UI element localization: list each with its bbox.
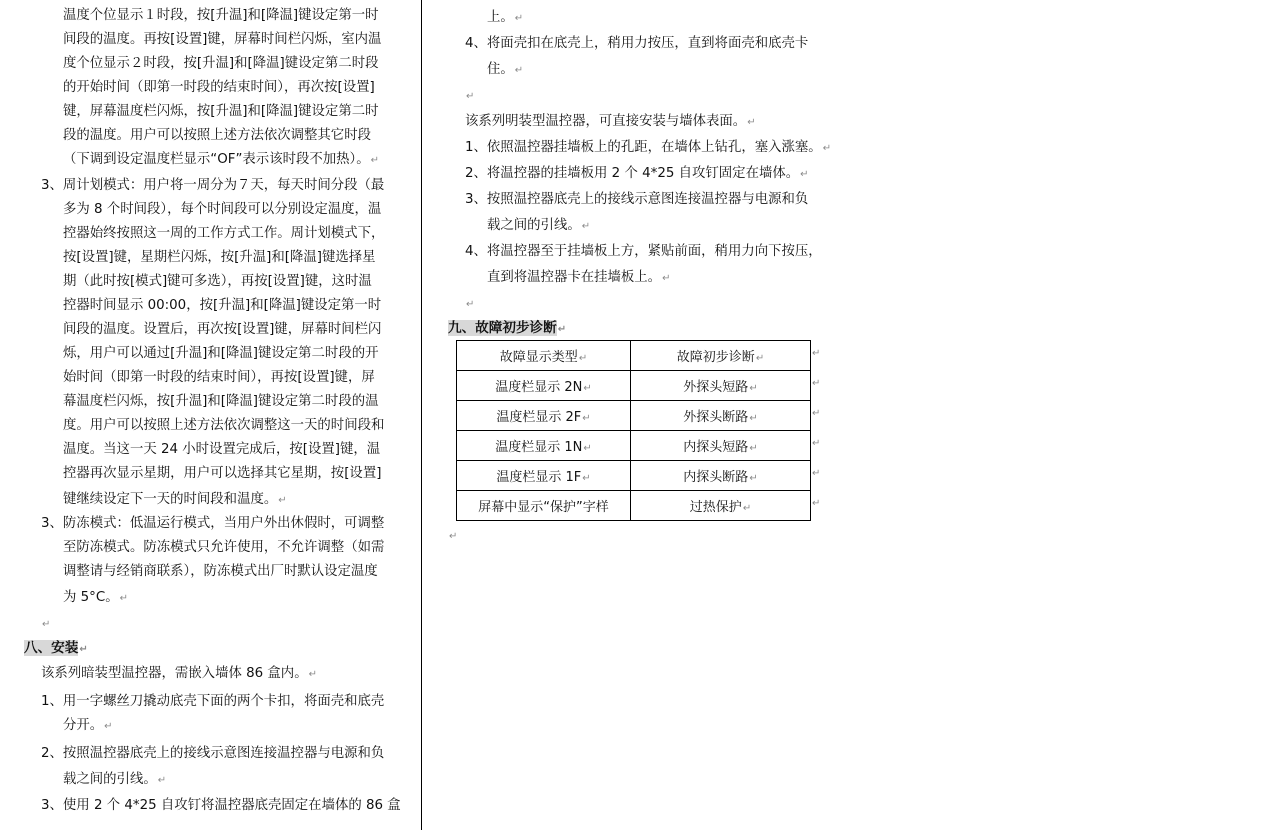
text-line: 始时间（即第一时段的结束时间），再按[设置]键，屏 bbox=[63, 370, 375, 385]
text-line: 调整请与经销商联系），防冻模式出厂时默认设定温度 bbox=[63, 564, 378, 579]
table-row bbox=[457, 431, 811, 461]
cell-mark: ↵ bbox=[578, 353, 588, 364]
paragraph-mark: ↵ bbox=[449, 531, 458, 542]
paragraph-mark: ↵ bbox=[308, 669, 317, 680]
text-line: 段的温度。用户可以按照上述方法依次调整其它时段 bbox=[63, 128, 371, 143]
list-item: 2、按照温控器底壳上的接线示意图连接温控器与电源和负 bbox=[41, 746, 385, 761]
table-header-cell: 故障初步诊断↵ bbox=[631, 341, 811, 371]
text-line: 温度个位显示１时段，按[升温]和[降温]键设定第一时 bbox=[63, 8, 379, 23]
text-line: 幕温度栏闪烁，按[升温]和[降温]键设定第二时段的温 bbox=[63, 394, 379, 409]
text-line: 住。↵ bbox=[487, 62, 524, 77]
text-line: 为 5°C。↵ bbox=[63, 590, 128, 605]
text-line: 载之间的引线。↵ bbox=[63, 772, 167, 787]
paragraph-mark: ↵ bbox=[278, 495, 287, 506]
empty-paragraph bbox=[41, 614, 50, 635]
text-line: 分开。↵ bbox=[63, 718, 113, 733]
text-line: 控器再次显示星期，用户可以选择其它星期，按[设置] bbox=[63, 466, 382, 481]
table-cell: 温度栏显示 2N↵ bbox=[457, 371, 631, 401]
table-row bbox=[457, 371, 811, 401]
text-line: 该系列明装型温控器，可直接安装与墙体表面。↵ bbox=[465, 114, 756, 129]
text-line: 多为 8 个时间段），每个时间段可以分别设定温度，温 bbox=[63, 202, 382, 217]
empty-paragraph bbox=[448, 526, 457, 547]
text-line: 期（此时按[模式]键可多选），再按[设置]键，这时温 bbox=[63, 274, 372, 289]
text-line: 温度。当这一天 24 小时设置完成后，按[设置]键，温 bbox=[63, 442, 381, 457]
text-line: 控器始终按照这一周的工作方式工作。周计划模式下， bbox=[63, 226, 385, 241]
text-line: 度。用户可以按照上述方法依次调整这一天的时间段和 bbox=[63, 418, 385, 433]
list-item: 2、将温控器的挂墙板用 2 个 4*25 自攻钉固定在墙体。↵ bbox=[465, 166, 809, 181]
text-line: 直到将温控器卡在挂墙板上。↵ bbox=[487, 270, 671, 285]
fault-diagnosis-table bbox=[456, 340, 811, 521]
cell-mark: ↵ bbox=[749, 473, 758, 484]
paragraph-mark: ↵ bbox=[581, 221, 591, 232]
paragraph-mark: ↵ bbox=[747, 117, 756, 128]
list-item: 3、周计划模式：用户将一周分为７天，每天时间分段（最 bbox=[41, 178, 385, 193]
list-item: 4、将温控器至于挂墙板上方，紧贴前面，稍用力向下按压， bbox=[465, 244, 822, 259]
cell-mark: ↵ bbox=[583, 443, 592, 454]
cell-mark: ↵ bbox=[582, 413, 591, 424]
cell-mark: ↵ bbox=[582, 473, 591, 484]
row-end-mark: ↵ bbox=[812, 378, 821, 389]
table-cell: 温度栏显示 1N↵ bbox=[457, 431, 631, 461]
list-item: 3、防冻模式：低温运行模式，当用户外出休假时，可调整 bbox=[41, 516, 385, 531]
row-end-mark: ↵ bbox=[812, 438, 821, 449]
table-row bbox=[457, 461, 811, 491]
empty-paragraph bbox=[465, 86, 474, 107]
text-line: 按[设置]键，星期栏闪烁，按[升温]和[降温]键选择星 bbox=[63, 250, 376, 265]
text-line: 至防冻模式。防冻模式只允许使用，不允许调整（如需 bbox=[63, 540, 385, 555]
table-cell: 内探头断路↵ bbox=[631, 461, 811, 491]
table-header-row bbox=[457, 341, 811, 371]
table-cell: 过热保护↵ bbox=[631, 491, 811, 521]
text-line: 烁，用户可以通过[升温]和[降温]键设定第二时段的开 bbox=[63, 346, 379, 361]
section-heading-install: 八、安装↵ bbox=[24, 640, 88, 656]
paragraph-mark: ↵ bbox=[514, 65, 524, 76]
row-end-mark: ↵ bbox=[812, 348, 821, 359]
table-cell: 屏幕中显示“保护”字样 bbox=[457, 491, 631, 521]
text-line: 间段的温度。设置后，再次按[设置]键，屏幕时间栏闪 bbox=[63, 322, 382, 337]
list-item: 1、用一字螺丝刀撬动底壳下面的两个卡扣，将面壳和底壳 bbox=[41, 694, 385, 709]
row-end-mark: ↵ bbox=[812, 498, 821, 509]
cell-mark: ↵ bbox=[749, 413, 758, 424]
cell-mark: ↵ bbox=[749, 443, 758, 454]
paragraph-mark: ↵ bbox=[822, 143, 832, 154]
list-item: 4、将面壳扣在底壳上，稍用力按压，直到将面壳和底壳卡 bbox=[465, 36, 809, 51]
text-line: 度个位显示２时段，按[升温]和[降温]键设定第二时段 bbox=[63, 56, 379, 71]
cell-mark: ↵ bbox=[755, 353, 765, 364]
table-cell: 外探头断路↵ bbox=[631, 401, 811, 431]
text-line: 控器时间显示 00:00，按[升温]和[降温]键设定第一时 bbox=[63, 298, 382, 313]
table-cell: 温度栏显示 2F↵ bbox=[457, 401, 631, 431]
table-cell: 外探头短路↵ bbox=[631, 371, 811, 401]
paragraph-mark: ↵ bbox=[662, 273, 671, 284]
text-line: 间段的温度。再按[设置]键，屏幕时间栏闪烁，室内温 bbox=[63, 32, 382, 47]
paragraph-mark: ↵ bbox=[42, 619, 51, 630]
paragraph-mark: ↵ bbox=[800, 169, 809, 180]
table-row bbox=[457, 491, 811, 521]
table-cell: 内探头短路↵ bbox=[631, 431, 811, 461]
text-line: 上。↵ bbox=[487, 10, 524, 25]
paragraph-mark: ↵ bbox=[466, 299, 475, 310]
text-line: 的开始时间（即第一时段的结束时间），再次按[设置] bbox=[63, 80, 375, 95]
paragraph-mark: ↵ bbox=[466, 91, 475, 102]
text-line: 键，屏幕温度栏闪烁，按[升温]和[降温]键设定第二时 bbox=[63, 104, 379, 119]
paragraph-mark: ↵ bbox=[514, 13, 524, 24]
paragraph-mark: ↵ bbox=[370, 155, 380, 166]
text-line: 键继续设定下一天的时间段和温度。↵ bbox=[63, 492, 287, 507]
paragraph-mark: ↵ bbox=[557, 324, 567, 335]
empty-paragraph bbox=[465, 294, 474, 315]
paragraph-mark: ↵ bbox=[119, 593, 128, 604]
text-line: 载之间的引线。↵ bbox=[487, 218, 591, 233]
cell-mark: ↵ bbox=[583, 383, 592, 394]
row-end-mark: ↵ bbox=[812, 468, 821, 479]
list-item: 1、依照温控器挂墙板上的孔距，在墙体上钻孔，塞入涨塞。↵ bbox=[465, 140, 832, 155]
table-row bbox=[457, 401, 811, 431]
list-item: 3、使用 2 个 4*25 自攻钉将温控器底壳固定在墙体的 86 盒 bbox=[41, 798, 401, 813]
paragraph-mark: ↵ bbox=[79, 644, 88, 655]
cell-mark: ↵ bbox=[742, 503, 752, 514]
row-end-mark: ↵ bbox=[812, 408, 821, 419]
cell-mark: ↵ bbox=[749, 383, 758, 394]
section-heading-diagnosis: 九、故障初步诊断↵ bbox=[448, 320, 567, 336]
text-line: （下调到设定温度栏显示“OF”表示该时段不加热）。↵ bbox=[63, 152, 380, 167]
table-cell: 温度栏显示 1F↵ bbox=[457, 461, 631, 491]
paragraph-mark: ↵ bbox=[104, 721, 113, 732]
column-divider bbox=[421, 0, 422, 830]
list-item: 3、按照温控器底壳上的接线示意图连接温控器与电源和负 bbox=[465, 192, 809, 207]
text-line: 该系列暗装型温控器，需嵌入墙体 86 盒内。↵ bbox=[41, 666, 317, 681]
paragraph-mark: ↵ bbox=[157, 775, 167, 786]
table-header-cell: 故障显示类型↵ bbox=[457, 341, 631, 371]
